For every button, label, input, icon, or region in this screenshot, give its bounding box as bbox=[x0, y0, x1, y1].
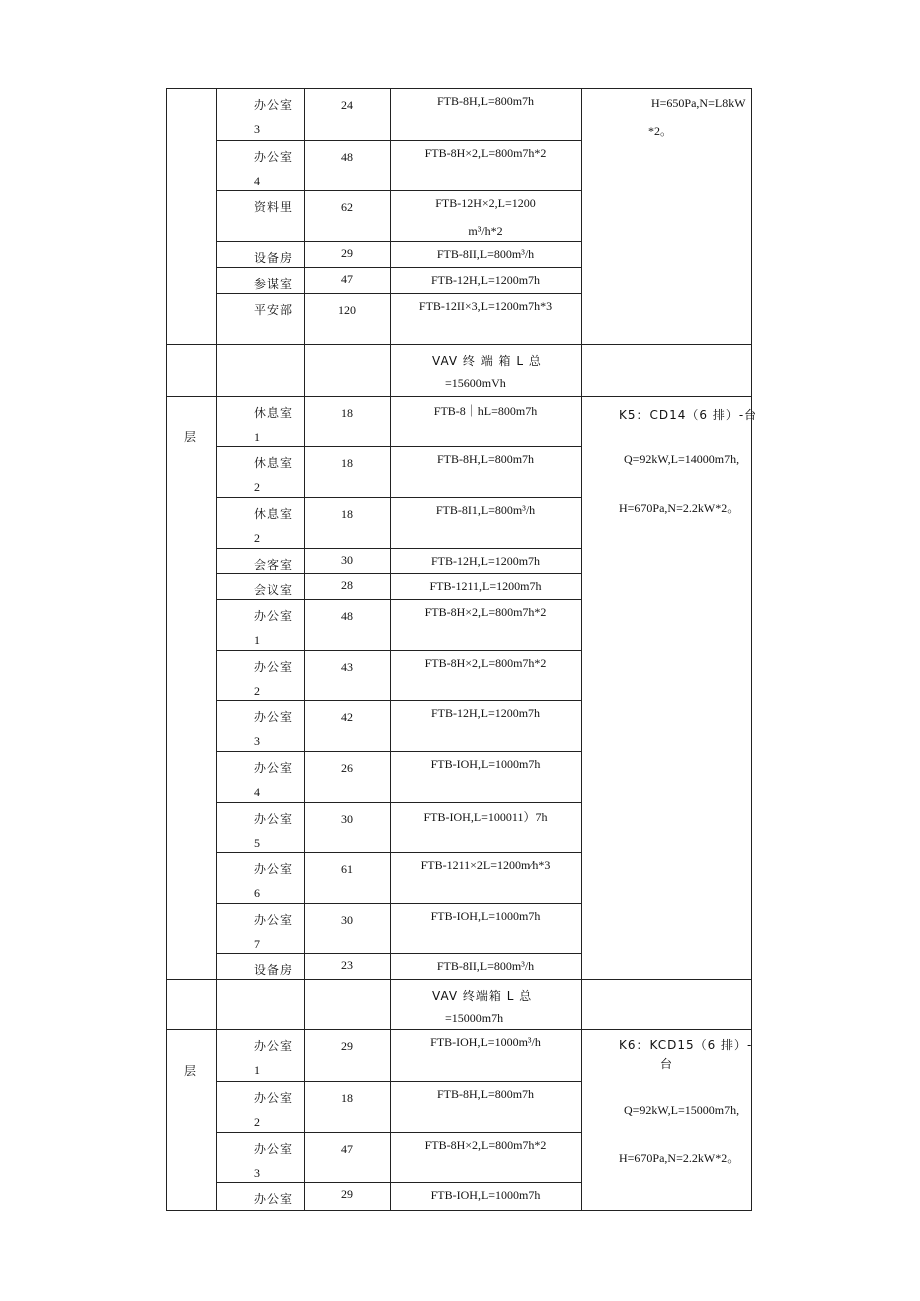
grid-line bbox=[216, 700, 582, 701]
room-area: 48 bbox=[341, 609, 353, 623]
floor-label: 层 bbox=[184, 1064, 198, 1078]
grid-line bbox=[216, 88, 217, 1211]
room-area: 42 bbox=[341, 710, 353, 724]
terminal-box: FTB-8H×2,L=800m7h*2 bbox=[424, 605, 547, 619]
terminal-box: FTB-IOH,L=1000m7h bbox=[430, 1188, 541, 1202]
room-number: 4 bbox=[254, 785, 260, 799]
room-name: 办公室 bbox=[254, 1142, 294, 1156]
room-area: 48 bbox=[341, 150, 353, 164]
room-area: 18 bbox=[341, 456, 353, 470]
room-number: 3 bbox=[254, 122, 260, 136]
grid-line bbox=[216, 1132, 582, 1133]
unit-spec: H=670Pa,N=2.2kW*2。 bbox=[619, 501, 740, 515]
room-name: 办公室 bbox=[254, 150, 294, 164]
room-name: 办公室 bbox=[254, 710, 294, 724]
unit-spec: H=650Pa,N=L8kW bbox=[651, 96, 746, 110]
room-area: 30 bbox=[341, 812, 353, 826]
room-number: 1 bbox=[254, 633, 260, 647]
terminal-box: FTB-8｜hL=800m7h bbox=[433, 404, 538, 418]
room-area: 28 bbox=[341, 578, 353, 592]
terminal-box: FTB-12H,L=1200m7h bbox=[430, 554, 541, 568]
room-area: 29 bbox=[341, 246, 353, 260]
grid-line bbox=[216, 497, 582, 498]
vav-total-value: =15600mVh bbox=[445, 376, 506, 390]
grid-line bbox=[216, 650, 582, 651]
room-number: 3 bbox=[254, 734, 260, 748]
terminal-box: FTB-8H×2,L=800m7h*2 bbox=[424, 656, 547, 670]
unit-model: K5：CD14（6 排）-台 bbox=[619, 408, 758, 422]
vav-total-label: VAV 终端箱 L 总 bbox=[432, 989, 533, 1003]
room-name: 会议室 bbox=[254, 583, 294, 597]
room-number: 1 bbox=[254, 1063, 260, 1077]
terminal-box: FTB-8H,L=800m7h bbox=[436, 452, 535, 466]
grid-line bbox=[166, 344, 752, 345]
room-name: 平安部 bbox=[254, 303, 294, 317]
room-number: 2 bbox=[254, 684, 260, 698]
grid-line bbox=[216, 573, 582, 574]
room-area: 29 bbox=[341, 1039, 353, 1053]
room-area: 26 bbox=[341, 761, 353, 775]
room-name: 设备房 bbox=[254, 963, 294, 977]
grid-line bbox=[166, 88, 167, 1211]
room-number: 5 bbox=[254, 836, 260, 850]
room-area: 120 bbox=[338, 303, 356, 317]
terminal-box: FTB-IOH,L=1000m³/h bbox=[430, 1035, 541, 1049]
grid-line bbox=[216, 953, 582, 954]
grid-line bbox=[216, 548, 582, 549]
grid-line bbox=[216, 446, 582, 447]
room-name: 参谋室 bbox=[254, 277, 294, 291]
floor-label: 层 bbox=[184, 430, 198, 444]
room-name: 会客室 bbox=[254, 558, 294, 572]
room-name: 办公室 bbox=[254, 812, 294, 826]
air-conditioning-schedule-table bbox=[166, 88, 758, 1210]
grid-line bbox=[216, 190, 582, 191]
room-name: 办公室 bbox=[254, 1039, 294, 1053]
unit-spec: Q=92kW,L=15000m7h, bbox=[624, 1103, 740, 1117]
room-area: 43 bbox=[341, 660, 353, 674]
unit-spec: 台 bbox=[660, 1057, 674, 1071]
grid-line bbox=[166, 396, 752, 397]
grid-line bbox=[166, 979, 752, 980]
vav-total-label: VAV 终 端 箱 L 总 bbox=[432, 354, 542, 368]
room-name: 资料里 bbox=[254, 200, 294, 214]
room-area: 62 bbox=[341, 200, 353, 214]
room-number: 6 bbox=[254, 886, 260, 900]
terminal-box: FTB-IOH,L=100011）7h bbox=[423, 810, 548, 824]
room-number: 2 bbox=[254, 531, 260, 545]
room-area: 18 bbox=[341, 1091, 353, 1105]
terminal-box: FTB-8H×2,L=800m7h*2 bbox=[424, 1138, 547, 1152]
grid-line bbox=[166, 88, 752, 89]
vav-total-value: =15000m7h bbox=[445, 1011, 504, 1025]
room-number: 2 bbox=[254, 1115, 260, 1129]
terminal-box: FTB-12H,L=1200m7h bbox=[430, 273, 541, 287]
grid-line bbox=[216, 802, 582, 803]
room-area: 47 bbox=[341, 272, 353, 286]
terminal-box: FTB-1211×2L=1200m∕h*3 bbox=[420, 858, 551, 872]
room-area: 24 bbox=[341, 98, 353, 112]
room-name: 休息室 bbox=[254, 456, 294, 470]
room-area: 47 bbox=[341, 1142, 353, 1156]
terminal-box: FTB-8II,L=800m³/h bbox=[436, 247, 535, 261]
room-area: 29 bbox=[341, 1187, 353, 1201]
terminal-box: FTB-12II×3,L=1200m7h*3 bbox=[418, 299, 553, 313]
room-name: 办公室 bbox=[254, 98, 294, 112]
terminal-box: FTB-IOH,L=1000m7h bbox=[430, 909, 541, 923]
unit-model: K6：KCD15（6 排）- bbox=[619, 1038, 753, 1052]
terminal-box: FTB-8H,L=800m7h bbox=[436, 1087, 535, 1101]
room-name: 休息室 bbox=[254, 406, 294, 420]
unit-spec: *2。 bbox=[648, 124, 673, 138]
room-name: 办公室 bbox=[254, 609, 294, 623]
grid-line bbox=[216, 852, 582, 853]
room-area: 61 bbox=[341, 862, 353, 876]
grid-line bbox=[216, 267, 582, 268]
unit-spec: Q=92kW,L=14000m7h, bbox=[624, 452, 740, 466]
grid-line bbox=[216, 1081, 582, 1082]
room-number: 4 bbox=[254, 174, 260, 188]
room-name: 设备房 bbox=[254, 251, 294, 265]
terminal-box: FTB-8II,L=800m³/h bbox=[436, 959, 535, 973]
grid-line bbox=[166, 1210, 752, 1211]
room-name: 办公室 bbox=[254, 913, 294, 927]
room-area: 18 bbox=[341, 507, 353, 521]
room-number: 2 bbox=[254, 480, 260, 494]
grid-line bbox=[216, 140, 582, 141]
terminal-box: FTB-8H,L=800m7h bbox=[436, 94, 535, 108]
terminal-box: FTB-12H×2,L=1200 bbox=[435, 196, 536, 210]
grid-line bbox=[216, 903, 582, 904]
terminal-box: FTB-8H×2,L=800m7h*2 bbox=[424, 146, 547, 160]
grid-line bbox=[216, 599, 582, 600]
grid-line bbox=[216, 751, 582, 752]
terminal-box: FTB-12H,L=1200m7h bbox=[430, 706, 541, 720]
room-name: 办公室 bbox=[254, 761, 294, 775]
grid-line bbox=[216, 293, 582, 294]
terminal-box: FTB-1211,L=1200m7h bbox=[429, 579, 542, 593]
grid-line bbox=[581, 88, 582, 1211]
room-area: 23 bbox=[341, 958, 353, 972]
room-name: 办公室 bbox=[254, 1192, 294, 1206]
grid-line bbox=[216, 241, 582, 242]
room-name: 办公室 bbox=[254, 1091, 294, 1105]
terminal-box-cont: m³/h*2 bbox=[468, 224, 503, 238]
room-name: 休息室 bbox=[254, 507, 294, 521]
grid-line bbox=[166, 1029, 752, 1030]
room-name: 办公室 bbox=[254, 862, 294, 876]
terminal-box: FTB-IOH,L=1000m7h bbox=[430, 757, 541, 771]
room-number: 1 bbox=[254, 430, 260, 444]
room-number: 3 bbox=[254, 1166, 260, 1180]
room-name: 办公室 bbox=[254, 660, 294, 674]
room-number: 7 bbox=[254, 937, 260, 951]
room-area: 30 bbox=[341, 913, 353, 927]
terminal-box: FTB-8I1,L=800m³/h bbox=[435, 503, 536, 517]
unit-spec: H=670Pa,N=2.2kW*2。 bbox=[619, 1151, 740, 1165]
room-area: 30 bbox=[341, 553, 353, 567]
grid-line bbox=[216, 1182, 582, 1183]
room-area: 18 bbox=[341, 406, 353, 420]
